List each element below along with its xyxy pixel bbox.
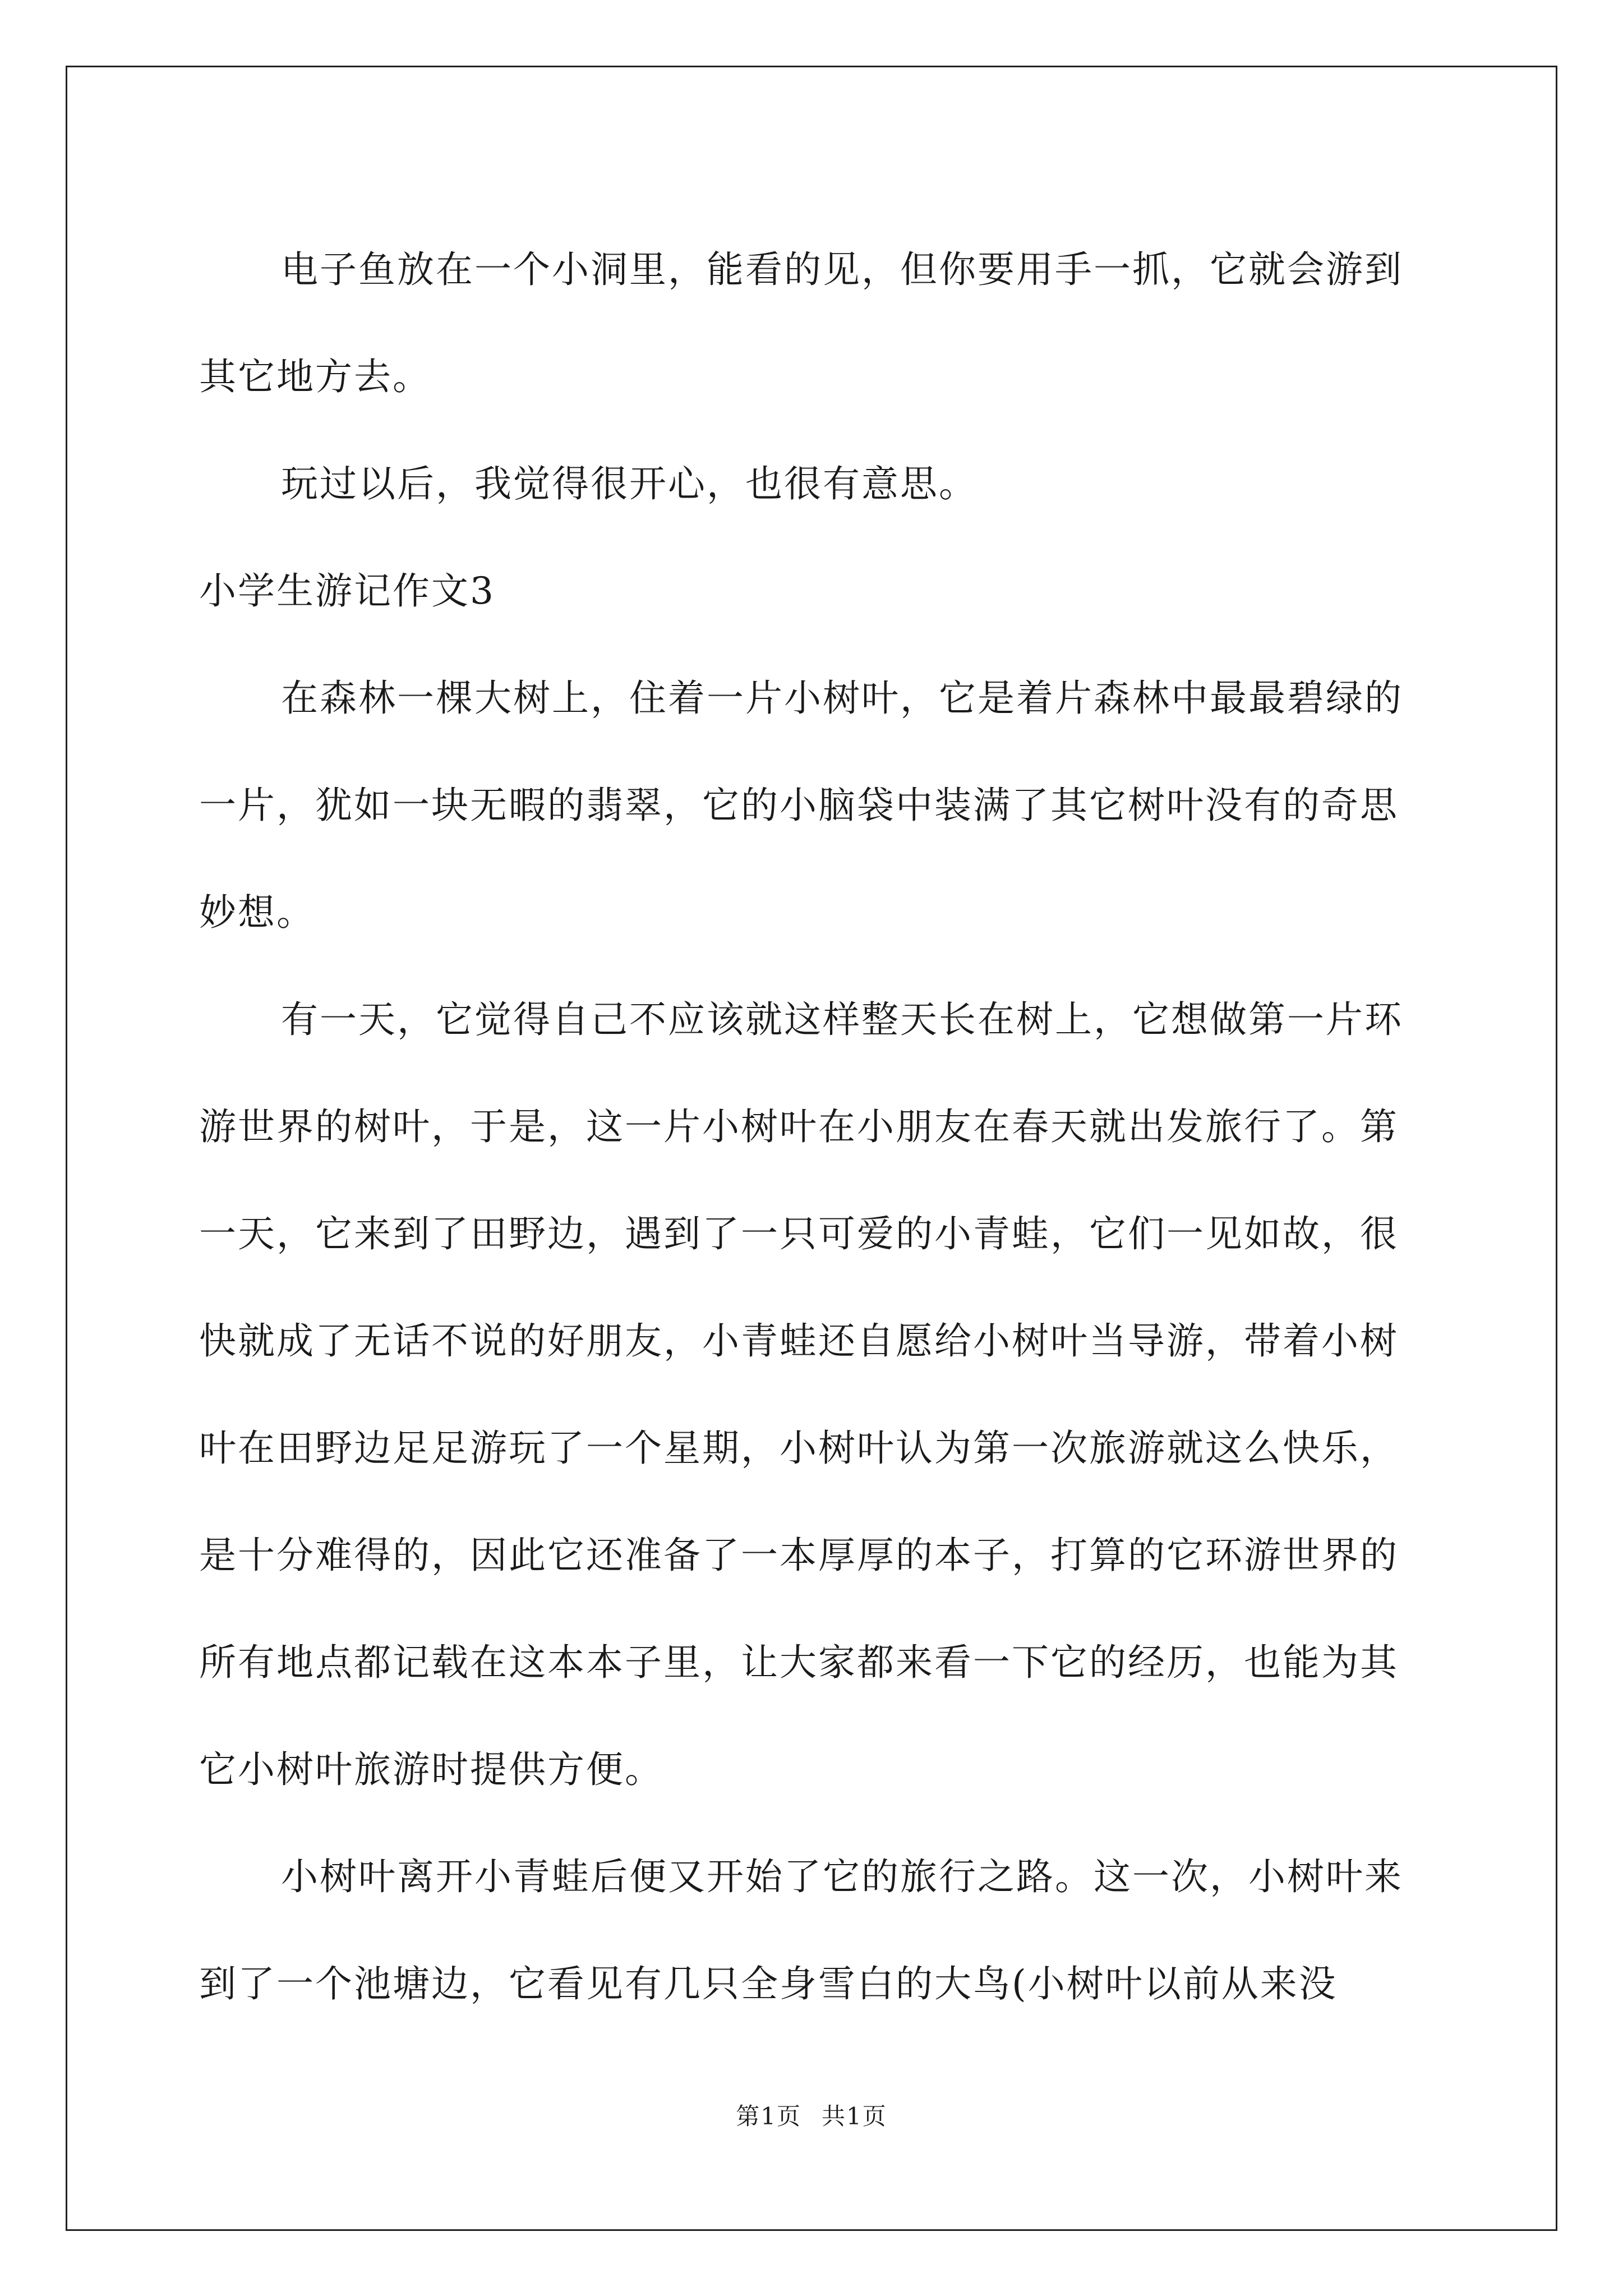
page-footer — [0, 2098, 1623, 2132]
section-heading: 小学生游记作文3 — [199, 569, 495, 613]
page-number: 第1页 — [736, 2102, 801, 2130]
paragraph: 在森林一棵大树上，住着一片小树叶，它是着片森林中最最碧绿的一片，犹如一块无暇的翡翠，它的小脑袋中装满了其它树叶没有的奇思妙想。 — [199, 677, 1403, 934]
page-total: 共1页 — [822, 2102, 887, 2130]
paragraph: 玩过以后，我觉得很开心，也很有意思。 — [281, 462, 978, 505]
document-body — [199, 216, 1433, 2037]
paragraph: 电子鱼放在一个小洞里，能看的见，但你要用手一抓，它就会游到其它地方去。 — [199, 248, 1403, 398]
paragraph: 小树叶离开小青蛙后便又开始了它的旅行之路。这一次，小树叶来到了一个池塘边，它看见有几只全身雪白的大鸟(小树叶以前从来没 — [199, 1855, 1403, 2005]
paragraph: 有一天，它觉得自己不应该就这样整天长在树上，它想做第一片环游世界的树叶，于是，这一片小树叶在小朋友在春天就出发旅行了。第一天，它来到了田野边，遇到了一只可爱的小青蛙，它们一见如故，很快就成了无话不说的好朋友，小青蛙还自愿给小树叶当导游，带着小树叶在田野边足足游玩了一个星期，小树叶认为第一次旅游就这么快乐，是十分难得的，因此它还准备了一本厚厚的本子，打算的它环游世界的所有地点都记载在这本本子里，让大家都来看一下它的经历，也能为其它小树叶旅游时提供方便。 — [199, 998, 1403, 1791]
